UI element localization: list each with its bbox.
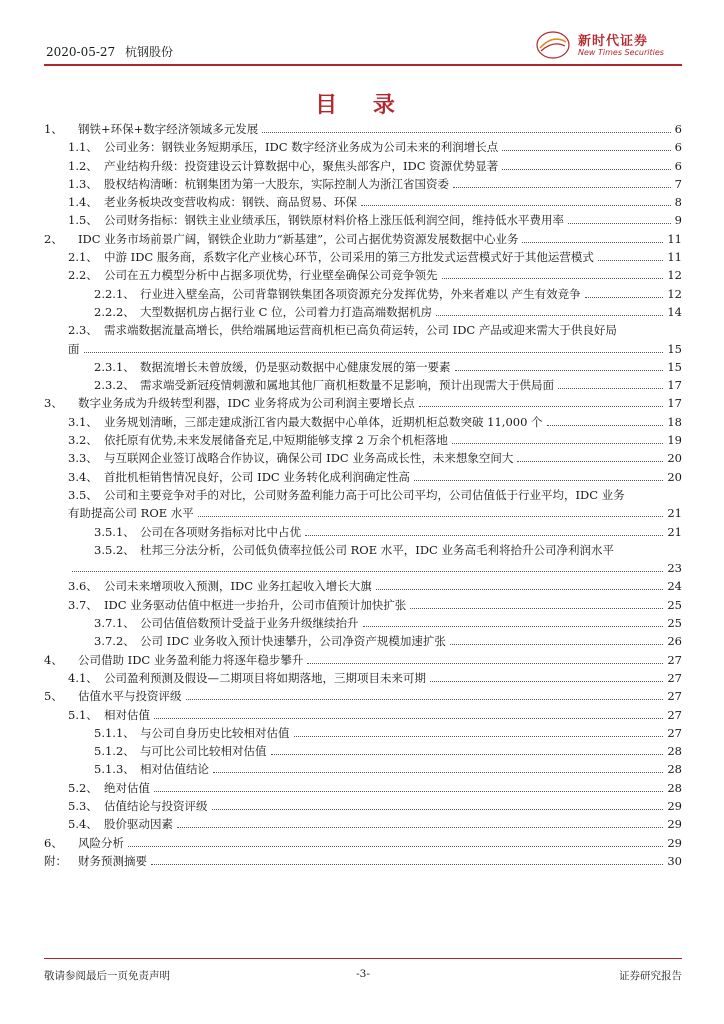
toc-entry-number: 1.1、 [68,140,98,155]
toc-entry-number: 2.1、 [68,250,98,265]
toc-entry-title: IDC 业务市场前景广阔，钢铁企业助力“新基建”，公司占据优势资源发展数据中心业务 [78,231,519,246]
toc-entry[interactable] [36,211,682,229]
toc-entry-page: 6 [674,122,682,136]
toc-entry[interactable] [36,706,682,724]
toc-entry-number: 5.2、 [68,780,98,795]
toc-entry-page: 27 [667,725,682,740]
toc-entry-page: 17 [667,396,682,411]
toc-entry-page: 19 [667,433,682,448]
toc-entry-number: 1.2、 [68,158,98,173]
toc-entry-title: 大型数据机房占据行业 C 位，公司着力打造高端数据机房 [140,304,433,319]
toc-dot-leader [568,223,671,224]
toc-entry-title: 估值结论与投资评级 [104,798,208,813]
toc-dot-leader [442,278,663,279]
toc-entry-number: 3.7.2、 [94,634,135,649]
toc-entry-page: 21 [667,506,682,521]
toc-entry[interactable] [36,449,682,467]
toc-dot-leader [585,297,663,298]
page-header [46,28,682,64]
toc-dot-leader [436,315,663,316]
toc-entry-number: 3.5、 [68,487,98,502]
toc-dot-leader [450,644,663,645]
toc-entry-page: 18 [667,414,682,429]
toc-entry-number: 4、 [44,652,63,667]
toc-entry[interactable] [36,541,682,578]
toc-entry[interactable] [36,669,682,687]
toc-entry[interactable] [36,175,682,193]
toc-entry-page: 6 [674,158,682,173]
toc-entry-title: 产业结构升级：投资建设云计算数据中心，聚焦头部客户，IDC 资源优势显著 [104,158,499,173]
toc-entry-title: 财务预测摘要 [78,853,147,868]
toc-dot-leader [361,205,671,206]
toc-dot-leader [414,480,663,481]
toc-entry-page: 12 [667,268,682,283]
toc-dot-leader [452,443,663,444]
toc-entry-page: 23 [667,561,682,576]
toc-entry-title: 公司未来增项收入预测，IDC 业务扛起收入增长大旗 [104,579,372,594]
toc-entry-number: 5.1.1、 [94,725,135,740]
toc-entry-number: 3.5.2、 [94,542,135,557]
toc-dot-leader [212,809,663,810]
toc-entry-page: 29 [667,798,682,813]
toc-dot-leader [598,260,663,261]
toc-entry-title: 公司业务：钢铁业务短期承压，IDC 数字经济业务成为公司未来的利润增长点 [104,140,499,155]
toc-entry-page: 9 [674,213,682,228]
toc-entry-page: 25 [667,597,682,612]
toc-entry-page: 27 [667,689,682,704]
toc-entry-title: 公司财务指标：钢铁主业业绩承压，钢铁原材料价格上涨压低利润空间，维持低水平费用率 [104,213,564,228]
toc-entry-page: 6 [674,140,682,155]
toc-entry-number: 2.2.2、 [94,304,135,319]
toc-entry[interactable] [36,523,682,541]
toc-entry-title: 业务规划清晰，三部走建成浙江省内最大数据中心单体，近期机柜总数突破 11,000 个 [104,414,543,429]
company-name: 杭钢股份 [125,45,174,59]
toc-entry-title: 首批机柜销售情况良好，公司 IDC 业务转化成利润确定性高 [104,469,410,484]
toc-entry[interactable] [36,614,682,632]
toc-entry-title: 数字业务成为升级转型利器，IDC 业务将成为公司利润主要增长点 [78,396,415,411]
toc-entry-number: 2.2.1、 [94,286,135,301]
toc-dot-leader [294,736,663,737]
new-times-emblem-icon [536,30,570,60]
toc-entry-number: 5.4、 [68,817,98,832]
toc-entry-number: 5.1.3、 [94,762,135,777]
toc-entry-page: 15 [667,341,682,356]
toc-entry-number: 5、 [44,689,63,704]
toc-entry-number: 3、 [44,396,63,411]
toc-entry-number: 3.1、 [68,414,98,429]
toc-dot-leader [547,425,663,426]
toc-entry-title: 需求端数据流量高增长，供给端属地运营商机柜已高负荷运转，公司 IDC 产品或迎来需大于供良好局 [104,323,617,338]
toc-entry-page: 30 [667,853,682,868]
toc-dot-leader [307,663,663,664]
toc-dot-leader [151,864,663,865]
toc-entry[interactable] [36,596,682,614]
toc-dot-leader [522,242,663,243]
toc-title: 目 录 [315,93,409,118]
report-date: 2020-05-27 [46,45,116,59]
toc-entry-page: 24 [667,579,682,594]
toc-entry-page: 28 [667,744,682,759]
toc-entry-page: 21 [667,524,682,539]
toc-entry-title: 相对估值 [104,707,150,722]
toc-entry-title: 与可比公司比较相对估值 [140,744,267,759]
toc-entry-number: 2.3.2、 [94,378,135,393]
toc-entry-title: 与互联网企业签订战略合作协议，确保公司 IDC 业务高成长性，未来想象空间大 [104,451,514,466]
toc-entry-number: 2.2、 [68,268,98,283]
toc-dot-leader [376,589,663,590]
toc-entry-page: 17 [667,378,682,393]
toc-entry[interactable] [36,303,682,321]
toc-entry-number: 3.3、 [68,451,98,466]
toc-entry-title: 需求端受新冠疫情刺激和属地其他厂商机柜数量不足影响，预计出现需大于供局面 [140,378,554,393]
toc-entry-number: 3.4、 [68,469,98,484]
toc-entry-number: 5.3、 [68,798,98,813]
toc-dot-leader [186,699,663,700]
toc-entry-page: 26 [667,634,682,649]
toc-entry[interactable] [36,431,682,449]
toc-entry-number: 3.7、 [68,597,98,612]
logo-chinese-name: 新时代证券 [578,34,649,49]
toc-entry-title: 数据流增长未曾放缓，仍是驱动数据中心健康发展的第一要素 [140,359,451,374]
toc-dot-leader [430,681,663,682]
toc-entry-number: 3.2、 [68,433,98,448]
toc-dot-leader [517,461,663,462]
table-of-contents [36,120,682,870]
toc-entry-number: 2.3、 [68,323,98,338]
toc-entry-number: 1.4、 [68,195,98,210]
toc-entry[interactable] [36,687,682,705]
toc-entry[interactable] [36,138,682,156]
toc-entry[interactable] [36,651,682,669]
toc-entry-number: 2.3.1、 [94,359,135,374]
toc-entry[interactable] [36,230,682,248]
toc-entry[interactable] [36,779,682,797]
toc-entry-number: 附： [44,853,67,868]
toc-entry-number: 3.5.1、 [94,524,135,539]
toc-entry-number: 3.6、 [68,579,98,594]
toc-entry-page: 29 [667,835,682,850]
toc-entry-page: 12 [667,286,682,301]
toc-entry-title: 公司在五力模型分析中占据多项优势，行业壁垒确保公司竞争领先 [104,268,438,283]
toc-entry-title: 公司和主要竞争对手的对比，公司财务盈利能力高于可比公司平均，公司估值低于行业平均，IDC 业务 [104,487,625,502]
toc-entry-title: 估值水平与投资评级 [78,689,182,704]
toc-entry[interactable] [36,321,682,358]
toc-dot-leader [305,535,663,536]
toc-entry[interactable] [36,266,682,284]
toc-dot-leader [154,791,663,792]
footer-rule [44,958,682,959]
toc-entry[interactable] [36,742,682,760]
toc-dot-leader [453,187,671,188]
toc-entry-title: 风险分析 [78,835,124,850]
toc-entry[interactable] [36,797,682,815]
toc-entry-page: 7 [674,176,682,191]
footer-report-type: 证券研究报告 [619,970,682,982]
toc-entry-page: 27 [667,670,682,685]
toc-entry[interactable] [36,248,682,266]
toc-dot-leader [558,388,663,389]
toc-entry[interactable] [36,760,682,778]
toc-entry-title: 公司在各项财务指标对比中占优 [140,524,301,539]
toc-entry-number: 5.1、 [68,707,98,722]
toc-entry-number: 6、 [44,835,63,850]
toc-entry[interactable] [36,358,682,376]
toc-entry-title: 股权结构清晰：杭钢集团为第一大股东，实际控制人为浙江省国资委 [104,176,449,191]
toc-entry[interactable] [36,468,682,486]
toc-dot-leader [419,406,663,407]
toc-entry-number: 4.1、 [68,670,98,685]
toc-entry-number: 3.7.1、 [94,616,135,631]
toc-entry-title: 杜邦三分法分析，公司低负债率拉低公司 ROE 水平，IDC 业务高毛利将拾升公司净利润水平 [140,542,615,557]
toc-entry-title: 绝对估值 [104,780,150,795]
toc-entry-title: 中游 IDC 服务商，系数字化产业核心环节，公司采用的第三方批发式运营模式好于其他运营模式 [104,250,594,265]
toc-entry-page: 28 [667,762,682,777]
toc-entry-title: 公司估值倍数预计受益于业务升级继续抬升 [140,616,359,631]
toc-entry-page: 29 [667,817,682,832]
toc-dot-leader [72,571,663,572]
toc-entry[interactable] [36,376,682,394]
toc-dot-leader [502,150,671,151]
footer-page-number: -3- [356,968,370,980]
toc-entry-title: 公司借助 IDC 业务盈利能力将逐年稳步攀升 [78,652,304,667]
toc-entry-number: 1.3、 [68,176,98,191]
toc-dot-leader [154,718,663,719]
toc-entry-page: 27 [667,652,682,667]
toc-entry[interactable] [36,486,682,523]
toc-entry-title: 公司盈利预测及假设—二期项目将如期落地，三期项目未来可期 [104,670,426,685]
toc-entry[interactable] [36,157,682,175]
toc-entry-page: 11 [667,250,682,265]
toc-entry-title-continued: 有助提高公司 ROE 水平 [68,506,194,521]
toc-entry-title-continued: 面 [68,341,80,356]
toc-entry-page: 15 [667,359,682,374]
toc-entry-number: 1.5、 [68,213,98,228]
toc-entry[interactable] [36,632,682,650]
toc-entry-page: 25 [667,616,682,631]
toc-entry[interactable] [36,193,682,211]
toc-entry-page: 20 [667,451,682,466]
toc-entry-title: 相对估值结论 [140,762,209,777]
toc-entry-title: 公司 IDC 业务收入预计快速攀升，公司净资产规模加速扩张 [140,634,446,649]
toc-dot-leader [213,772,663,773]
header-rule [44,64,682,66]
toc-entry[interactable] [36,413,682,431]
footer-disclaimer: 敬请参阅最后一页免责声明 [44,970,170,982]
toc-entry[interactable] [36,577,682,595]
toc-dot-leader [198,516,663,517]
toc-dot-leader [410,608,663,609]
toc-entry[interactable] [36,724,682,742]
toc-entry-number: 1、 [44,122,63,136]
logo-english-name: New Times Securities [578,48,664,57]
brand-logo [536,28,682,64]
toc-entry-title: 老业务板块改变营收构成：钢铁、商品贸易、环保 [104,195,357,210]
toc-dot-leader [177,827,663,828]
toc-entry-title: 与公司自身历史比较相对估值 [140,725,290,740]
toc-entry[interactable] [36,834,682,852]
toc-entry-page: 28 [667,780,682,795]
toc-entry-page: 27 [667,707,682,722]
toc-entry-page: 14 [667,304,682,319]
toc-dot-leader [271,754,663,755]
toc-entry[interactable] [36,852,682,870]
toc-dot-leader [502,169,671,170]
toc-dot-leader [84,352,663,353]
toc-entry-title: 行业进入壁垒高，公司背靠钢铁集团各项资源充分发挥优势，外来者难以 产生有效竞争 [140,286,581,301]
toc-dot-leader [128,846,663,847]
toc-entry-title: 钢铁+环保+数字经济领域多元发展 [78,122,259,136]
toc-entry[interactable] [36,394,682,412]
toc-entry-number: 5.1.2、 [94,744,135,759]
header-meta [46,43,173,60]
toc-entry-title: 依托原有优势,未来发展储备充足,中短期能够支撑 2 万余个机柜落地 [104,433,448,448]
toc-entry[interactable] [36,815,682,833]
toc-entry[interactable] [36,120,682,138]
toc-entry-title: IDC 业务驱动估值中枢进一步抬升，公司市值预计加快扩张 [104,597,407,612]
toc-dot-leader [363,626,663,627]
toc-entry[interactable] [36,285,682,303]
toc-dot-leader [455,370,663,371]
toc-entry-page: 11 [667,231,682,246]
toc-entry-number: 2、 [44,231,63,246]
toc-entry-page: 8 [674,195,682,210]
toc-entry-title: 股价驱动因素 [104,817,173,832]
toc-dot-leader [262,132,671,133]
toc-entry-page: 20 [667,469,682,484]
